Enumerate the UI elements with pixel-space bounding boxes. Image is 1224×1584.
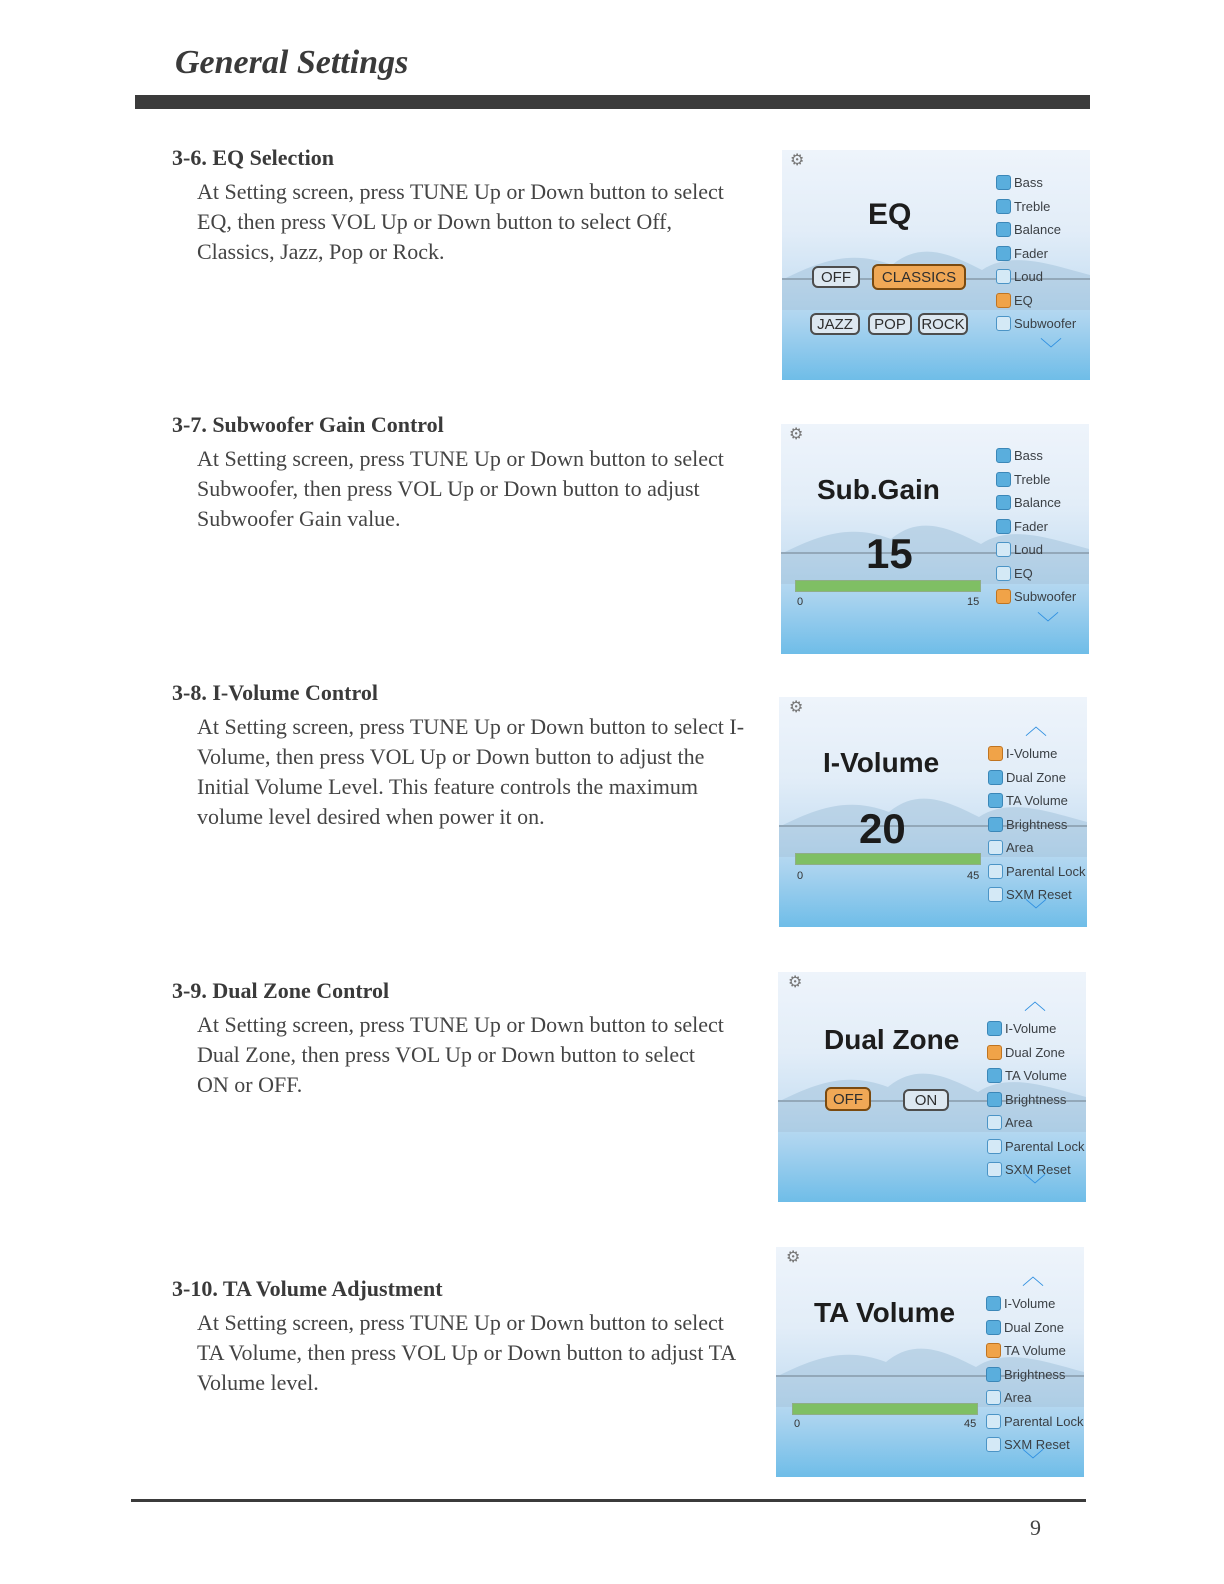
- menu-label: Bass: [1014, 175, 1043, 191]
- screen-title: Sub.Gain: [817, 474, 940, 505]
- menu-item-area[interactable]: [988, 836, 1086, 860]
- gear-icon[interactable]: ⚙: [789, 424, 804, 443]
- chevron-down-icon[interactable]: ﹀: [1022, 1449, 1045, 1474]
- section-body: At Setting screen, press TUNE Up or Down button to select EQ, then press VOL Up or Down button to select Off, Classics, Jazz, Pop or Rock.: [197, 179, 724, 264]
- menu-label: Area: [1005, 1115, 1033, 1131]
- checkbox: [996, 448, 1011, 463]
- screen-title: I-Volume: [823, 747, 940, 778]
- section-body: At Setting screen, press TUNE Up or Down button to select Subwoofer, then press VOL Up or Down button to adjust Subwoofer Gain value.: [197, 446, 724, 531]
- menu-item-brightness[interactable]: [988, 813, 1086, 837]
- checkbox: [987, 1045, 1002, 1060]
- checkbox: [988, 840, 1003, 855]
- eq-option-rock[interactable]: ROCK: [918, 313, 968, 335]
- subgain-screen: [781, 424, 1089, 654]
- section-heading: 3-6. EQ Selection: [172, 145, 334, 170]
- gear-icon[interactable]: ⚙: [786, 1247, 801, 1266]
- gear-icon[interactable]: ⚙: [789, 697, 804, 716]
- section-eq-selection: [172, 145, 752, 267]
- menu-item-loud[interactable]: [996, 265, 1076, 289]
- checkbox: [987, 1162, 1002, 1177]
- checkbox: [996, 175, 1011, 190]
- checkbox: [996, 472, 1011, 487]
- eq-option-pop[interactable]: POP: [868, 313, 912, 335]
- menu-label: Treble: [1014, 471, 1051, 487]
- screen-title: TA Volume: [814, 1297, 956, 1328]
- checkbox: [986, 1367, 1001, 1382]
- menu-item-dual-zone[interactable]: [988, 766, 1086, 790]
- range-min-label: 0: [797, 596, 804, 608]
- menu-item-brightness[interactable]: [986, 1363, 1084, 1387]
- menu-item-brightness[interactable]: [987, 1088, 1085, 1112]
- eq-option-off[interactable]: OFF: [812, 266, 860, 288]
- checkbox: [996, 293, 1011, 308]
- settings-menu: [996, 444, 1076, 609]
- menu-item-parental-lock[interactable]: [986, 1410, 1084, 1434]
- checkbox: [986, 1390, 1001, 1405]
- chevron-down-icon[interactable]: ﹀: [1024, 1174, 1047, 1199]
- screen-title: Dual Zone: [824, 1024, 960, 1055]
- menu-item-parental-lock[interactable]: [987, 1135, 1085, 1159]
- gain-bar[interactable]: [795, 580, 981, 592]
- checkbox: [988, 817, 1003, 832]
- checkbox: [988, 864, 1003, 879]
- menu-item-balance[interactable]: [996, 491, 1076, 515]
- menu-item-fader[interactable]: [996, 242, 1076, 266]
- checkbox: [988, 770, 1003, 785]
- chevron-up-icon[interactable]: ︿: [1022, 1265, 1045, 1290]
- eq-option-jazz[interactable]: JAZZ: [810, 313, 860, 335]
- range-min-label: 0: [794, 1418, 801, 1430]
- menu-label: Brightness: [1006, 816, 1068, 832]
- gain-value: 15: [866, 530, 913, 577]
- checkbox: [996, 269, 1011, 284]
- menu-label: Area: [1004, 1390, 1032, 1406]
- menu-item-area[interactable]: [987, 1111, 1085, 1135]
- menu-label: SXM Reset: [1005, 1162, 1071, 1178]
- checkbox: [986, 1320, 1001, 1335]
- checkbox: [996, 199, 1011, 214]
- volume-bar-fill: [796, 854, 980, 864]
- checkbox: [986, 1437, 1001, 1452]
- footer-rule: [131, 1499, 1086, 1502]
- menu-item-eq[interactable]: [996, 289, 1076, 313]
- menu-item-bass[interactable]: [996, 171, 1076, 195]
- menu-item-bass[interactable]: [996, 444, 1076, 468]
- menu-item-dual-zone[interactable]: [987, 1041, 1085, 1065]
- menu-label: Dual Zone: [1006, 769, 1066, 785]
- eq-screen: [782, 150, 1090, 380]
- menu-label: Balance: [1014, 222, 1061, 238]
- menu-label: Subwoofer: [1014, 589, 1077, 605]
- menu-item-area[interactable]: [986, 1386, 1084, 1410]
- range-min-label: 0: [797, 870, 804, 882]
- checkbox: [996, 542, 1011, 557]
- tavolume-screen: [776, 1247, 1084, 1477]
- menu-item-i-volume[interactable]: [986, 1292, 1084, 1316]
- chevron-down-icon[interactable]: ﹀: [1025, 899, 1048, 924]
- menu-label: Parental Lock: [1004, 1413, 1084, 1429]
- menu-label: EQ: [1014, 292, 1033, 308]
- checkbox: [988, 793, 1003, 808]
- checkbox: [996, 246, 1011, 261]
- menu-label: SXM Reset: [1006, 887, 1072, 903]
- checkbox: [987, 1021, 1002, 1036]
- range-max-label: 15: [967, 596, 980, 608]
- settings-menu: [988, 742, 1086, 907]
- menu-label: I-Volume: [1006, 746, 1058, 762]
- checkbox: [987, 1139, 1002, 1154]
- menu-label: Loud: [1014, 269, 1043, 285]
- chevron-up-icon[interactable]: ︿: [1025, 715, 1048, 740]
- section-body: At Setting screen, press TUNE Up or Down button to select I-Volume, then press VOL Up or Down button to adjust the Initial Volume Level. This feature controls the maximum volume level desired when power it on.: [197, 714, 745, 829]
- menu-item-i-volume[interactable]: [988, 742, 1086, 766]
- dualzone-screen: [778, 972, 1086, 1202]
- menu-label: TA Volume: [1004, 1343, 1066, 1359]
- section-dual-zone: [172, 978, 752, 1100]
- chevron-down-icon[interactable]: ﹀: [1037, 612, 1060, 637]
- menu-label: I-Volume: [1005, 1021, 1057, 1037]
- menu-item-fader[interactable]: [996, 515, 1076, 539]
- menu-item-ta-volume[interactable]: [987, 1064, 1085, 1088]
- chevron-down-icon[interactable]: ﹀: [1040, 338, 1063, 363]
- checkbox: [986, 1414, 1001, 1429]
- section-heading: 3-8. I-Volume Control: [172, 680, 378, 705]
- section-body: At Setting screen, press TUNE Up or Down button to select Dual Zone, then press VOL Up or Down button to select ON or OFF.: [197, 1012, 724, 1097]
- settings-menu: [987, 1017, 1085, 1182]
- range-max-label: 45: [964, 1418, 977, 1430]
- menu-label: Fader: [1014, 245, 1048, 261]
- checkbox: [986, 1296, 1001, 1311]
- ta-volume-bar[interactable]: [792, 1403, 978, 1415]
- volume-value: 20: [859, 805, 906, 852]
- menu-item-loud[interactable]: [996, 538, 1076, 562]
- checkbox: [996, 316, 1011, 331]
- section-ta-volume: [172, 1276, 752, 1398]
- gear-icon[interactable]: ⚙: [788, 972, 803, 991]
- menu-label: Dual Zone: [1005, 1044, 1065, 1060]
- checkbox: [987, 1115, 1002, 1130]
- menu-item-eq[interactable]: [996, 562, 1076, 586]
- menu-item-subwoofer[interactable]: [996, 312, 1076, 336]
- menu-label: Fader: [1014, 518, 1048, 534]
- ivolume-screen: [779, 697, 1087, 927]
- eq-option-classics[interactable]: CLASSICS: [872, 264, 966, 290]
- menu-item-dual-zone[interactable]: [986, 1316, 1084, 1340]
- section-heading: 3-9. Dual Zone Control: [172, 978, 390, 1003]
- ta-volume-bar-fill: [793, 1404, 977, 1414]
- menu-label: TA Volume: [1006, 793, 1068, 809]
- menu-label: Balance: [1014, 495, 1061, 511]
- checkbox: [996, 222, 1011, 237]
- menu-item-ta-volume[interactable]: [988, 789, 1086, 813]
- dual-zone-option-off[interactable]: OFF: [825, 1087, 871, 1111]
- checkbox: [986, 1343, 1001, 1358]
- menu-label: Brightness: [1005, 1091, 1067, 1107]
- checkbox: [987, 1068, 1002, 1083]
- settings-menu: [996, 171, 1076, 336]
- volume-bar[interactable]: [795, 853, 981, 865]
- menu-item-balance[interactable]: [996, 218, 1076, 242]
- gain-bar-fill: [796, 581, 980, 591]
- page-number: 9: [1030, 1515, 1041, 1540]
- header-rule: [135, 95, 1090, 109]
- checkbox: [996, 566, 1011, 581]
- menu-label: Dual Zone: [1004, 1319, 1064, 1335]
- menu-label: Loud: [1014, 542, 1043, 558]
- gear-icon[interactable]: ⚙: [790, 150, 805, 169]
- checkbox: [988, 887, 1003, 902]
- section-i-volume: [172, 680, 752, 832]
- menu-item-parental-lock[interactable]: [988, 860, 1086, 884]
- menu-item-treble[interactable]: [996, 468, 1076, 492]
- menu-label: Subwoofer: [1014, 316, 1077, 332]
- chevron-up-icon[interactable]: ︿: [1024, 990, 1047, 1015]
- menu-item-ta-volume[interactable]: [986, 1339, 1084, 1363]
- menu-label: Bass: [1014, 448, 1043, 464]
- menu-label: Area: [1006, 840, 1034, 856]
- menu-item-i-volume[interactable]: [987, 1017, 1085, 1041]
- settings-menu: [986, 1292, 1084, 1457]
- menu-label: Brightness: [1004, 1366, 1066, 1382]
- checkbox: [996, 589, 1011, 604]
- menu-label: EQ: [1014, 565, 1033, 581]
- menu-label: Parental Lock: [1006, 863, 1086, 879]
- checkbox: [996, 495, 1011, 510]
- page-title: General Settings: [175, 44, 409, 81]
- range-max-label: 45: [967, 870, 980, 882]
- section-heading: 3-7. Subwoofer Gain Control: [172, 412, 444, 437]
- menu-label: TA Volume: [1005, 1068, 1067, 1084]
- menu-label: Parental Lock: [1005, 1138, 1085, 1154]
- menu-item-treble[interactable]: [996, 195, 1076, 219]
- menu-label: Treble: [1014, 198, 1051, 214]
- checkbox: [988, 746, 1003, 761]
- section-heading: 3-10. TA Volume Adjustment: [172, 1276, 443, 1301]
- menu-label: I-Volume: [1004, 1296, 1056, 1312]
- checkbox: [996, 519, 1011, 534]
- screen-title: EQ: [868, 198, 912, 231]
- menu-item-subwoofer[interactable]: [996, 585, 1076, 609]
- checkbox: [987, 1092, 1002, 1107]
- dual-zone-option-on[interactable]: ON: [903, 1089, 949, 1111]
- section-subwoofer-gain: [172, 412, 752, 534]
- section-body: At Setting screen, press TUNE Up or Down button to select TA Volume, then press VOL Up or Down button to adjust TA Volume level.: [197, 1310, 735, 1395]
- menu-label: SXM Reset: [1004, 1437, 1070, 1453]
